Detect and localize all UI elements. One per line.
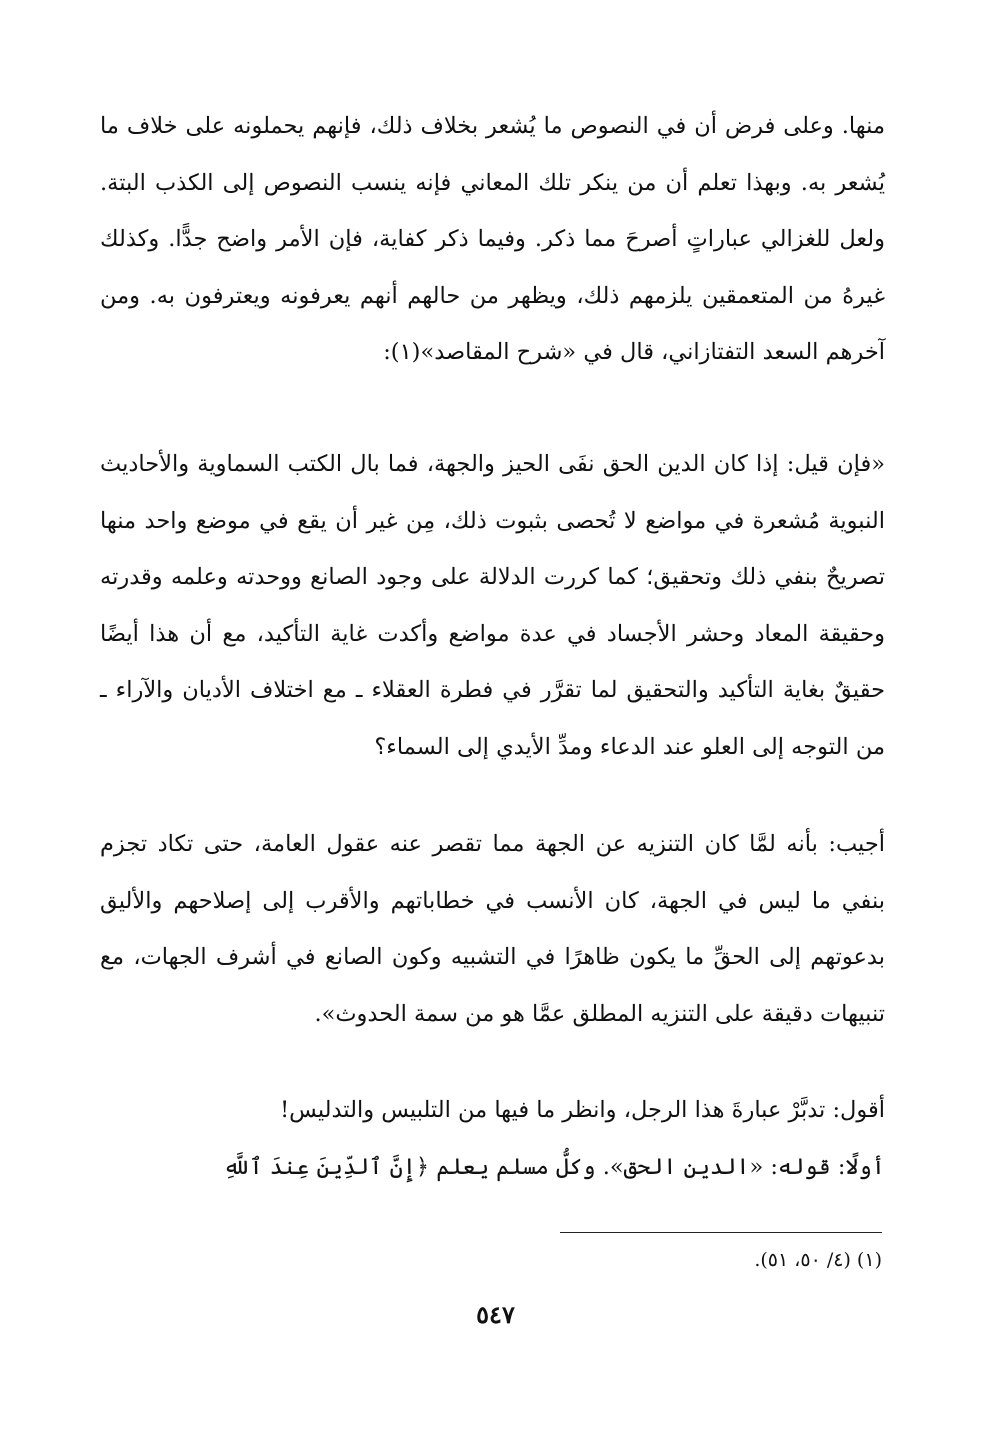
paragraph-3: أجيب: بأنه لمَّا كان التنزيه عن الجهة مما تقصر عنه عقول العامة، حتى تكاد تجزم بنفي ما ليس في الجهة، كان الأنسب في خطاباتهم والأقرب إلى إصلاحهم والأليق بدعوتهم إلى الحقِّ ما يكون ظاهرًا في التشبيه وكون الصانع في أشرف الجهات، مع تنبيهات دقيقة على التنزيه المطلق عمَّا هو من سمة الحدوث». <box>100 831 885 1027</box>
paragraph-4: أقول: تدبَّرْ عبارةَ هذا الرجل، وانظر ما فيها من التلبيس والتدليس! <box>280 1097 885 1123</box>
footnote-divider <box>560 1232 882 1233</box>
paragraph-2: «فإن قيل: إذا كان الدين الحق نفَى الحيز والجهة، فما بال الكتب السماوية والأحاديث النبوية مُشعرة في مواضع لا تُحصى بثبوت ذلك، مِن غير أن يقع في موضع واحد منها تصريحٌ بنفي ذلك وتحقيق؛ كما كررت الدلالة على وجود الصانع ووحدته وعلمه وقدرته وحقيقة المعاد وحشر الأجساد في عدة مواضع وأكدت غاية التأكيد، مع أن هذا أيضًا حقيقٌ بغاية التأكيد والتحقيق لما تقرَّر في فطرة العقلاء ـ مع اختلاف الأديان والآراء ـ من التوجه إلى العلو عند الدعاء ومدِّ الأيدي إلى السماء؟ <box>100 451 885 760</box>
paragraph-5: أولًا: قوله: «الدين الحق». وكلُّ مسلم يعلم ﴿إِنَّ ٱلدِّينَ عِندَ ٱللَّهِ <box>223 1154 885 1180</box>
page-number: ٥٤٧ <box>476 1300 515 1329</box>
footnote: (١) (٤/ ٥٠، ٥١). <box>754 1249 882 1271</box>
paragraph-1: منها. وعلى فرض أن في النصوص ما يُشعر بخلاف ذلك، فإنهم يحملونه على خلاف ما يُشعر به. وبهذا تعلم أن من ينكر تلك المعاني فإنه ينسب النصوص إلى الكذب البتة. ولعل للغزالي عباراتٍ أصرحَ مما ذكر. وفيما ذكر كفاية، فإن الأمر واضح جدًّا. وكذلك غيرهُ من المتعمقين يلزمهم ذلك، ويظهر من حالهم أنهم يعرفونه ويعترفون به. ومن آخرهم السعد التفتازاني، قال في «شرح المقاصد»(١): <box>100 113 885 365</box>
